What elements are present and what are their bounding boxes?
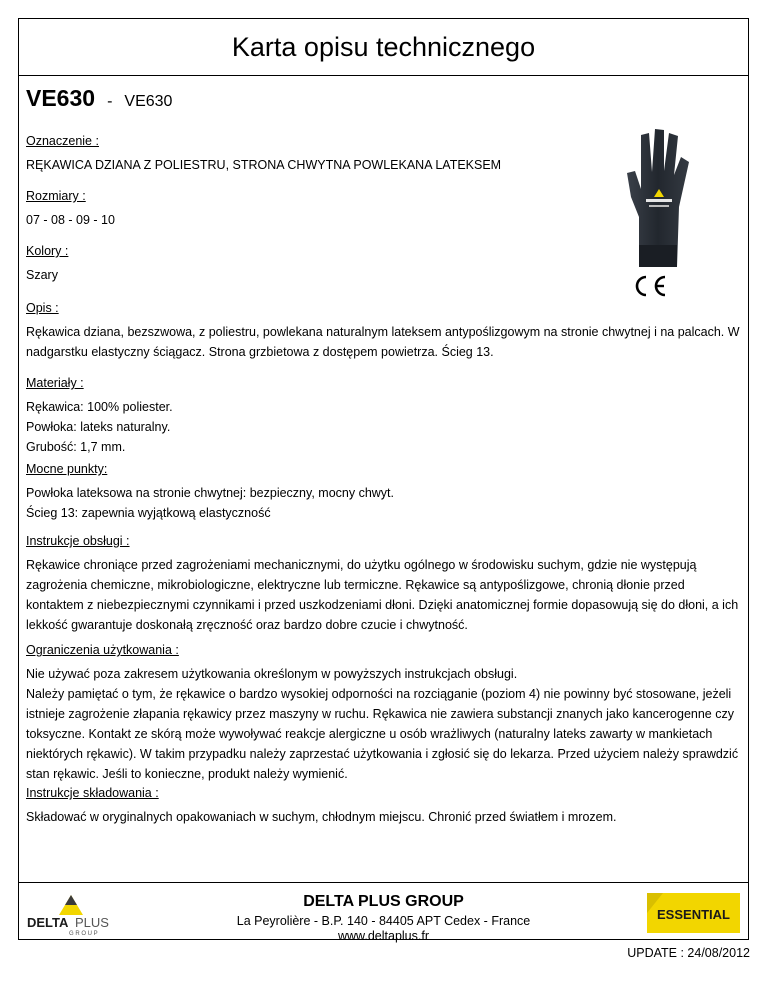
section-text: 07 - 08 - 09 - 10 <box>26 213 115 227</box>
company-name: DELTA PLUS GROUP <box>303 893 464 910</box>
section-label: Oznaczenie : <box>26 134 99 148</box>
section-storage <box>26 783 741 827</box>
section-text: Powłoka: lateks naturalny. <box>26 420 171 434</box>
section-text: Powłoka lateksowa na stronie chwytnej: bezpieczny, mocny chwyt. <box>26 486 394 500</box>
company-website: www.deltaplus.fr <box>337 929 429 943</box>
technical-sheet-frame <box>18 18 749 943</box>
section-label: Ograniczenia użytkowania : <box>26 643 179 657</box>
title-bar <box>19 19 748 76</box>
section-text: Ścieg 13: zapewnia wyjątkową elastyczność <box>26 506 271 520</box>
section-label: Instrukcje obsługi : <box>26 534 130 548</box>
section-text: Nie używać poza zakresem użytkowania określonym w powyższych instrukcjach obsługi. <box>26 667 518 681</box>
section-label: Instrukcje składowania : <box>26 786 159 800</box>
section-label: Opis : <box>26 301 59 315</box>
product-code: VE630 <box>26 85 96 111</box>
section-materials <box>26 373 741 457</box>
section-text: Należy pamiętać o tym, że rękawice o bardzo wysokiej odporności na rozciąganie (poziom 4) nie powinny być stosowane, jeżeli istnieje zagrożenie złapania rękawicy przez maszyny w ruchu. Rękawica nie zawiera substancji znanych jako kancerogenne czy toksyczne. Kontakt ze skórą może wywoływać reakcje alergiczne u osób wrażliwych (naturalny lateks zawarty w mankietach niektórych rękawic). W takim przypadku należy zaprzestać użytkowania i zgłosić się do lekarza. Przed użyciem należy sprawdzić stan rękawic. Jeśli to konieczne, produkt należy wymienić. <box>26 687 739 781</box>
section-text: Grubość: 1,7 mm. <box>26 440 126 454</box>
essential-text: ESSENTIAL <box>657 907 730 922</box>
product-reference: VE630 <box>124 93 173 110</box>
section-strong-points <box>26 459 741 523</box>
section-usage-limits <box>26 640 741 784</box>
section-text: Rękawica dziana, bezszwowa, z poliestru, powlekana naturalnym lateksem antypoślizgowym na stronie chwytnej i na palcach. W nadgarstku elastyczny ściągacz. Strona grzbietowa z dostępem powietrza. Ścieg 13. <box>26 325 740 359</box>
section-text: Rękawice chroniące przed zagrożeniami mechanicznymi, do użytku ogólnego w środowisku suchym, gdzie nie występują zagrożenia chemiczne, mikrobiologiczne, elektryczne lub termiczne. Rękawice są antypoślizgowe, chronią dłonie przed kontaktem z niebezpiecznymi czynnikami i przed uszkodzeniami dłoni. Dzięki anatomicznej formie dopasowują się do dłoni, a ich lekkość gwarantuje doskonałą zręczność oraz bardzo dobre czucie i chwytność. <box>26 558 739 632</box>
section-text: RĘKAWICA DZIANA Z POLIESTRU, STRONA CHWYTNA POWLEKANA LATEKSEM <box>26 158 502 172</box>
update-date: UPDATE : 24/08/2012 <box>627 946 750 960</box>
essential-badge <box>647 893 740 933</box>
logo-plus-text: PLUS <box>75 915 109 930</box>
page-title: Karta opisu technicznego <box>231 31 536 62</box>
code-separator: - <box>107 93 113 110</box>
section-label: Mocne punkty: <box>26 462 108 476</box>
section-label: Materiały : <box>26 376 84 390</box>
section-designation <box>26 131 741 175</box>
footer <box>19 882 748 943</box>
section-text: Rękawica: 100% poliester. <box>26 400 173 414</box>
section-colors <box>26 241 606 285</box>
section-sizes <box>26 186 606 230</box>
section-label: Kolory : <box>26 244 69 258</box>
section-description <box>26 298 741 362</box>
company-address: La Peyrolière - B.P. 140 - 84405 APT Cedex - France <box>236 914 531 928</box>
section-text: Składować w oryginalnych opakowaniach w suchym, chłodnym miejscu. Chronić przed światłem i mrozem. <box>26 810 617 824</box>
ce-mark-icon <box>629 274 669 298</box>
section-usage-instructions <box>26 531 741 635</box>
logo-delta-text: DELTA <box>27 915 69 930</box>
logo-group-text: G R O U P <box>69 931 98 937</box>
section-text: Szary <box>26 268 58 282</box>
section-label: Rozmiary : <box>26 189 86 203</box>
product-code-row <box>26 85 172 112</box>
